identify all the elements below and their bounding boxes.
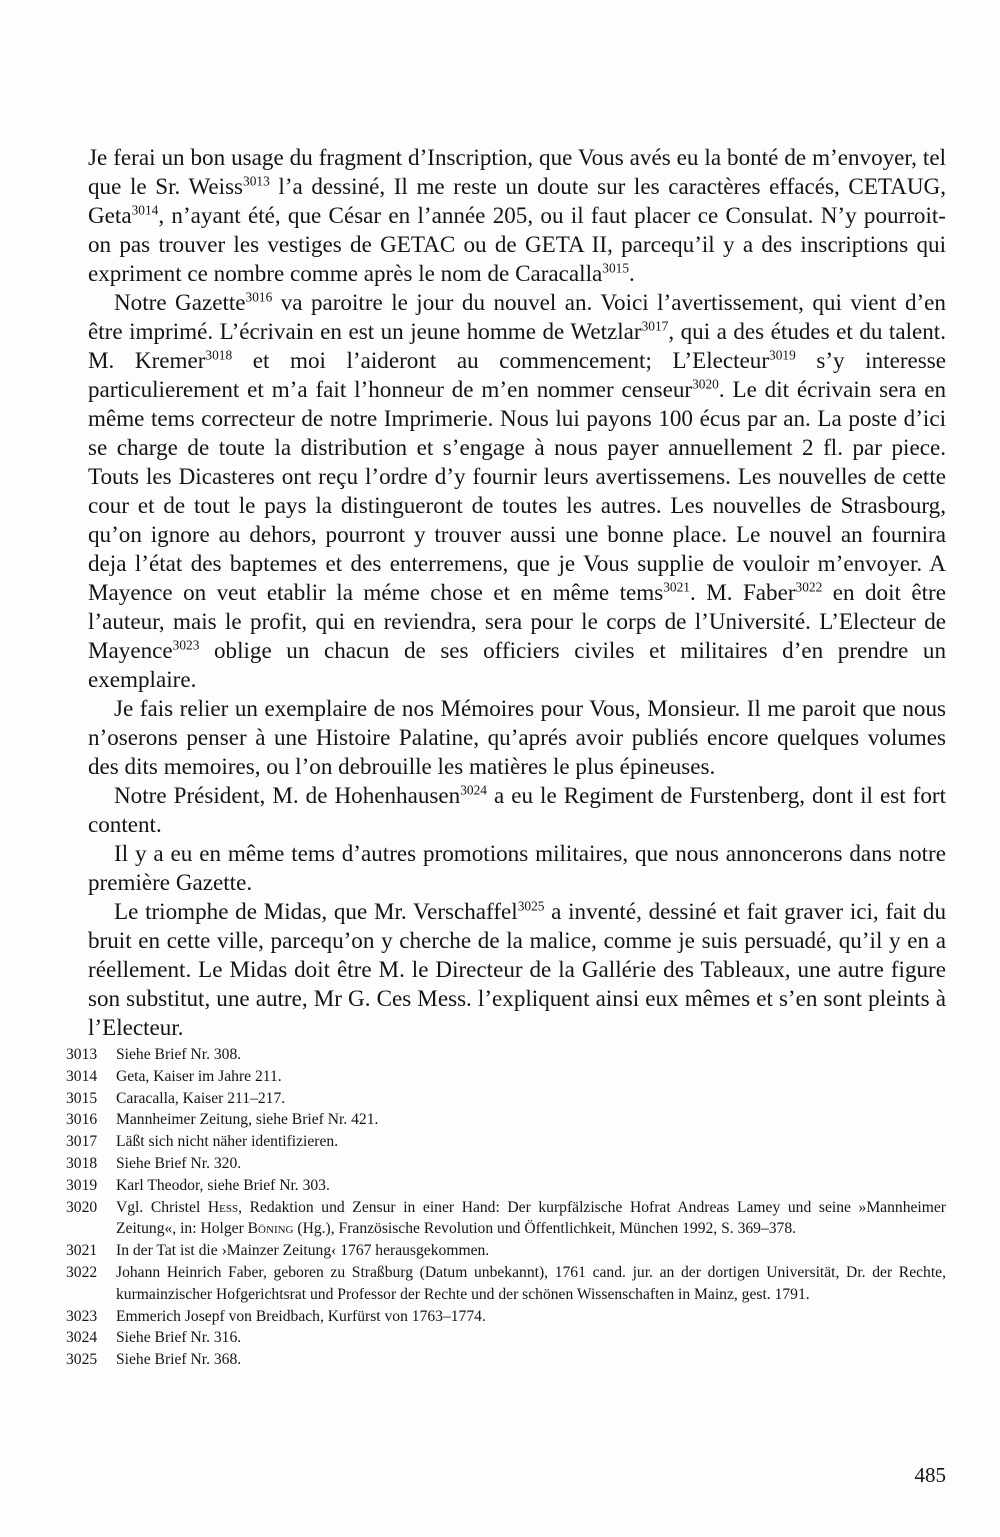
footnote-number: 3023 <box>66 1307 98 1325</box>
footnote <box>66 1066 946 1088</box>
footnote <box>66 1327 946 1349</box>
footnote-reference: 3013 <box>243 173 270 189</box>
footnote-reference: 3022 <box>795 579 823 595</box>
text-run: Le triomphe de Midas, que Mr. Verschaffel <box>114 898 518 924</box>
footnote-text <box>116 1306 946 1328</box>
footnote-text <box>116 1175 946 1197</box>
footnote-reference: 3014 <box>131 202 159 218</box>
text-run: a inventé, dessiné et fait graver ici, fait du bruit en cette ville, parcequ’on y cherche de la malice, comme je suis persuadé, qu’il y en a réellement. Le Midas doit être M. le Directeur de la Gallérie des Tableaux, une autre figure son substitut, une autre, Mr G. Ces Mess. l’expliquent ainsi eux mêmes et s’en sont pleints à l’Electeur. <box>88 898 946 1040</box>
letter-body <box>88 143 946 1042</box>
text-run: oblige un chacun de ses officiers civiles et militaires d’en prendre un exemplaire. <box>88 637 946 692</box>
author-name: Böning <box>247 1220 294 1238</box>
footnote <box>66 1153 946 1175</box>
text-run: , qui a des études et du talent. M. Kremer <box>88 318 946 373</box>
text-run: (Hg.), Französische Revolution und Öffentlichkeit, München 1992, S. 369–378. <box>293 1220 797 1238</box>
body-paragraph <box>88 288 946 694</box>
text-run: Siehe Brief Nr. 308. <box>116 1046 242 1063</box>
footnote-number: 3022 <box>66 1263 98 1281</box>
text-run: Notre Président, M. de Hohenhausen <box>114 782 461 808</box>
text-run: , Redaktion und Zensur in einer Hand: Der kurpfälzische Hofrat Andreas Lamey und seine »Mannheimer Zeitung«, in: Holger <box>116 1198 946 1238</box>
page-number: 485 <box>914 1463 946 1487</box>
footnote-number: 3018 <box>66 1154 98 1172</box>
footnote <box>66 1306 946 1328</box>
footnote-reference: 3024 <box>460 782 487 798</box>
footnote-text <box>116 1327 946 1349</box>
author-name: Hess <box>207 1198 239 1216</box>
text-run: Je ferai un bon usage du fragment d’Inscription, que Vous avés eu la bonté de m’envoyer, tel que le Sr. Weiss <box>88 144 946 199</box>
text-run: Je fais relier un exemplaire de nos Mémoires pour Vous, Monsieur. Il me paroit que nous n’oserons penser à une Histoire Palatine, qu’aprés avoir publiés encore quelques volumes des dits memoires, ou l’on debrouille les matières le plus épineuses. <box>88 695 946 779</box>
footnote-number: 3021 <box>66 1242 98 1260</box>
text-run: . <box>629 260 635 286</box>
text-run: va paroitre le jour du nouvel an. Voici l’avertissement, qui vient d’en être imprimé. L’écrivain en est un jeune homme de Wetzlar <box>88 289 946 344</box>
footnote-number: 3013 <box>66 1046 98 1063</box>
footnote-reference: 3017 <box>641 318 669 334</box>
body-paragraph <box>88 781 946 839</box>
footnote-reference: 3015 <box>602 260 630 276</box>
text-run: et moi l’aideront au commencement; L’Electeur <box>232 347 770 373</box>
text-run: Notre Gazette <box>114 289 246 315</box>
text-run: s’y interesse particulierement et m’a fait l’honneur de m’en nommer censeur <box>88 347 946 402</box>
text-run: Geta, Kaiser im Jahre 211. <box>116 1067 282 1085</box>
footnote-text <box>116 1349 946 1371</box>
footnote-reference: 3023 <box>172 637 200 653</box>
footnote-text <box>116 1153 946 1175</box>
text-run: Mannheimer Zeitung, siehe Brief Nr. 421. <box>116 1111 379 1129</box>
text-run: Siehe Brief Nr. 316. <box>116 1329 242 1347</box>
text-run: . M. Faber <box>689 579 796 605</box>
footnote-reference: 3018 <box>205 347 233 363</box>
text-run: Karl Theodor, siehe Brief Nr. 303. <box>116 1176 330 1194</box>
text-run: Siehe Brief Nr. 368. <box>116 1351 242 1369</box>
text-run: en doit être l’auteur, mais le profit, qui en reviendra, sera pour le corps de l’Université. L’Electeur de Mayence <box>88 579 946 663</box>
footnote-text <box>116 1066 946 1088</box>
body-paragraph <box>88 694 946 781</box>
text-run: a eu le Regiment de Furstenberg, dont il est fort content. <box>88 782 946 837</box>
footnote-number: 3020 <box>66 1198 98 1216</box>
footnote <box>66 1197 946 1241</box>
footnote <box>66 1044 946 1066</box>
footnote-reference: 3020 <box>692 376 719 392</box>
footnote-reference: 3016 <box>245 289 273 305</box>
footnote <box>66 1088 946 1110</box>
body-paragraph <box>88 839 946 897</box>
footnote <box>66 1109 946 1131</box>
footnote-reference: 3019 <box>769 347 796 363</box>
text-run: Il y a eu en même tems d’autres promotions militaires, que nous annoncerons dans notre première Gazette. <box>88 840 946 895</box>
footnote <box>66 1175 946 1197</box>
footnote-text <box>116 1262 946 1306</box>
footnote <box>66 1240 946 1262</box>
footnote-text <box>116 1197 946 1241</box>
text-run: In der Tat ist die ›Mainzer Zeitung‹ 1767 herausgekommen. <box>116 1242 490 1260</box>
body-paragraph <box>88 143 946 288</box>
footnote-number: 3025 <box>66 1351 98 1369</box>
text-run: Siehe Brief Nr. 320. <box>116 1154 242 1172</box>
footnote-text <box>116 1088 946 1110</box>
footnote-reference: 3025 <box>517 898 545 914</box>
footnote-number: 3015 <box>66 1089 98 1107</box>
body-paragraph <box>88 897 946 1042</box>
text-run: Emmerich Josepf von Breidbach, Kurfürst von 1763–1774. <box>116 1307 486 1325</box>
footnote <box>66 1349 946 1371</box>
footnote-text <box>116 1240 946 1262</box>
footnote-text <box>116 1044 946 1066</box>
text-run: l’a dessiné, Il me reste un doute sur les caractères effacés, CETAUG, Geta <box>88 173 946 228</box>
footnote-number: 3016 <box>66 1111 98 1129</box>
footnote <box>66 1131 946 1153</box>
footnote-number: 3024 <box>66 1329 98 1347</box>
footnote-number: 3014 <box>66 1067 98 1085</box>
text-run: Läßt sich nicht näher identifizieren. <box>116 1133 339 1151</box>
text-run: , n’ayant été, que César en l’année 205, ou il faut placer ce Consulat. N’y pourroit-on pas trouver les vestiges de GETAC ou de GETA II, parcequ’il y a des inscriptions qui expriment ce nombre comme après le nom de Caracalla <box>88 202 946 286</box>
footnote <box>66 1262 946 1306</box>
footnote-number: 3017 <box>66 1133 98 1151</box>
footnote-text <box>116 1109 946 1131</box>
footnote-number: 3019 <box>66 1176 98 1194</box>
text-run: Vgl. Christel <box>116 1198 208 1216</box>
footnote-text <box>116 1131 946 1153</box>
text-run: Johann Heinrich Faber, geboren zu Straßburg (Datum unbekannt), 1761 cand. jur. an der dortigen Universität, Dr. der Rechte, kurmainzischer Hofgerichtsrat und Professor der Rechte und der schönen Wissenschaften in Mainz, gest. 1791. <box>116 1263 946 1303</box>
text-run: . Le dit écrivain sera en même tems correcteur de notre Imprimerie. Nous lui payons 100 écus par an. La poste d’ici se charge de toute la distribution et s’engage à nous payer annuellement 2 fl. par piece. Touts les Dicasteres ont reçu l’ordre d’y fournir leurs avertissemens. Les nouvelles de cette cour et de tout le pays la distingueront de toutes les autres. Les nouvelles de Strasbourg, qu’on ignore au dehors, pourront y trouver aussi une bonne place. Le nouvel an fournira deja l’état des baptemes et des enterremens, que je Vous supplie de vouloir m’envoyer. A Mayence on veut etablir la méme chose et en même tems <box>88 376 946 605</box>
footnotes-section <box>66 1044 946 1371</box>
text-run: Caracalla, Kaiser 211–217. <box>116 1089 286 1107</box>
footnote-reference: 3021 <box>663 579 690 595</box>
